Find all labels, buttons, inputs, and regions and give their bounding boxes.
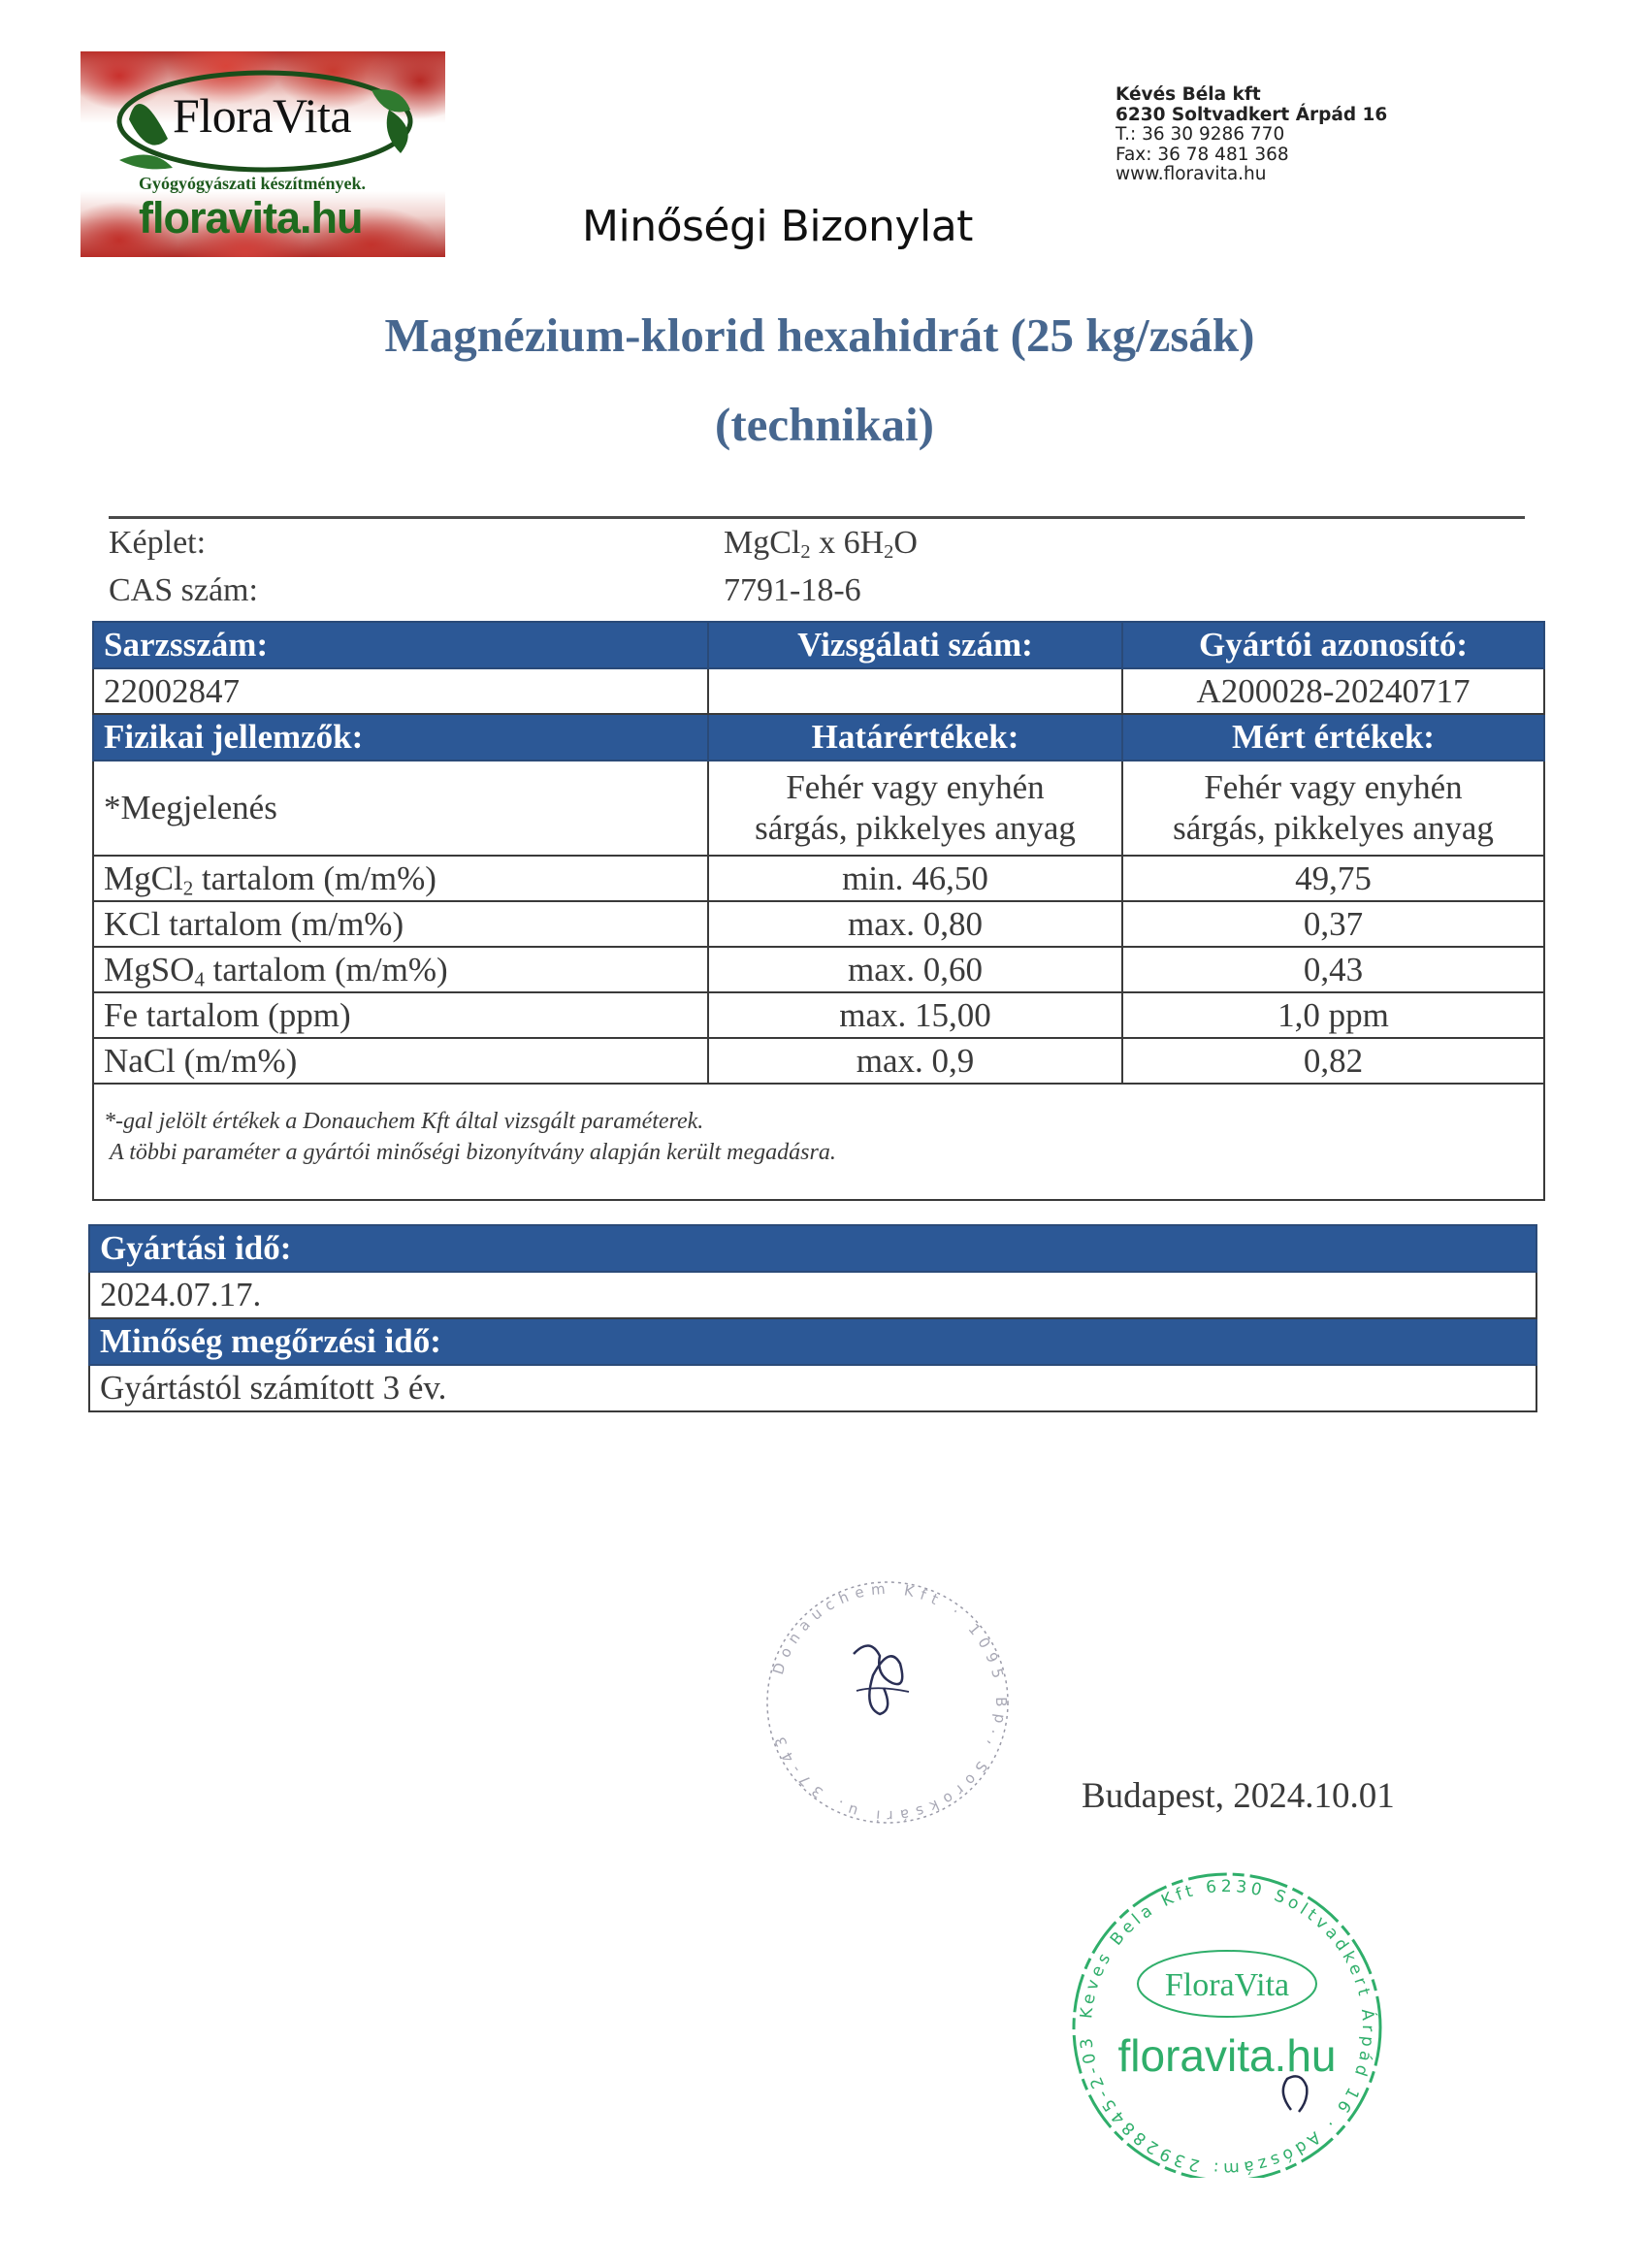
table-row xyxy=(93,761,1544,856)
company-address-block xyxy=(1116,85,1387,185)
shelf-life-row xyxy=(89,1365,1536,1411)
specification-table xyxy=(92,621,1545,1201)
limit-line: sárgás, pikkelyes anyag xyxy=(755,809,1076,847)
batch-number-header: Sarzsszám: xyxy=(93,622,708,668)
donauchem-stamp xyxy=(761,1576,1014,1833)
formula-part: O xyxy=(893,525,918,561)
floravita-stamp-brand: FloraVita xyxy=(1164,1967,1290,2003)
donauchem-stamp-text: Donauchem Kft · 1095 Bp., Soroksári u. 37-43 xyxy=(769,1579,1011,1826)
shelf-life-header-row xyxy=(89,1318,1536,1365)
formula-subscript: 2 xyxy=(884,541,894,564)
property-name-text: NaCl (m/m%) xyxy=(104,1041,298,1080)
manufacturer-id-value: A200028-20240717 xyxy=(1122,668,1544,714)
document-title: Minőségi Bizonylat xyxy=(582,202,973,251)
measured-line: sárgás, pikkelyes anyag xyxy=(1173,809,1494,847)
property-name-text: MgSO xyxy=(104,950,195,988)
property-name xyxy=(93,947,708,992)
formula-value xyxy=(724,524,918,563)
footnote xyxy=(93,1084,1544,1200)
property-name-text: tartalom (m/m%) xyxy=(204,950,448,988)
logo-tagline: Gyógyógyászati készítmények. xyxy=(139,174,366,193)
table-row xyxy=(93,901,1544,947)
note-row xyxy=(93,1084,1544,1200)
property-limit: min. 46,50 xyxy=(708,856,1122,901)
property-measured: 0,43 xyxy=(1122,947,1544,992)
property-name xyxy=(93,856,708,901)
svg-text:Donauchem Kft · 1095 Bp., Soro xyxy=(769,1580,1010,1825)
company-fax: Fax: 36 78 481 368 xyxy=(1116,144,1289,165)
place-and-date: Budapest, 2024.10.01 xyxy=(1082,1776,1395,1816)
signature-stamp-icon xyxy=(761,1576,1014,1829)
manufacturer-id-header: Gyártói azonosító: xyxy=(1122,622,1544,668)
product-subtitle: (technikai) xyxy=(715,398,934,451)
table-row xyxy=(93,992,1544,1038)
shelf-life-label: Minőség megőrzési idő: xyxy=(89,1318,1536,1365)
property-name xyxy=(93,901,708,947)
company-web: www.floravita.hu xyxy=(1116,164,1267,184)
batch-header-row xyxy=(93,622,1544,668)
property-name-subscript: 2 xyxy=(182,875,194,899)
footnote-line: *-gal jelölt értékek a Donauchem Kft által vizsgált paraméterek. xyxy=(104,1109,704,1134)
property-limit: max. 0,80 xyxy=(708,901,1122,947)
cas-value: 7791-18-6 xyxy=(724,572,861,608)
floravita-stamp xyxy=(1062,1867,1392,2183)
svg-text:Keves Bela Kft 6230 Soltvadker xyxy=(1077,1877,1379,2178)
physical-properties-header: Fizikai jellemzők: xyxy=(93,714,708,761)
batch-value-row xyxy=(93,668,1544,714)
property-name-text: Fe tartalom (ppm) xyxy=(104,995,351,1034)
production-date-value: 2024.07.17. xyxy=(89,1272,1536,1318)
table-row xyxy=(93,1038,1544,1084)
property-limit: max. 0,60 xyxy=(708,947,1122,992)
property-measured: 0,37 xyxy=(1122,901,1544,947)
shelf-life-value: Gyártástól számított 3 év. xyxy=(89,1365,1536,1411)
property-name: *Megjelenés xyxy=(93,761,708,856)
property-name-text: tartalom (m/m%) xyxy=(193,859,436,897)
footnote-line: A többi paraméter a gyártói minőségi bizonyítvány alapján került megadásra. xyxy=(110,1140,836,1165)
production-date-header-row xyxy=(89,1225,1536,1272)
production-date-label: Gyártási idő: xyxy=(89,1225,1536,1272)
limits-header: Határértékek: xyxy=(708,714,1122,761)
batch-number-value: 22002847 xyxy=(93,668,708,714)
property-name-subscript: 4 xyxy=(194,966,205,990)
property-measured: 49,75 xyxy=(1122,856,1544,901)
formula-subscript: 2 xyxy=(800,541,811,564)
floravita-stamp-url: floravita.hu xyxy=(1117,2030,1337,2081)
property-measured: 1,0 ppm xyxy=(1122,992,1544,1038)
cas-label: CAS szám: xyxy=(109,572,258,608)
property-name-text: KCl tartalom (m/m%) xyxy=(104,904,404,943)
formula-part: x 6H xyxy=(810,525,885,561)
company-address: 6230 Soltvadkert Árpád 16 xyxy=(1116,104,1388,125)
test-number-header: Vizsgálati szám: xyxy=(708,622,1122,668)
company-name: Kévés Béla kft xyxy=(1116,84,1261,105)
limit-line: Fehér vagy enyhén xyxy=(786,768,1045,806)
formula-part: MgCl xyxy=(724,525,801,561)
divider-line xyxy=(109,516,1525,519)
company-phone: T.: 36 30 9286 770 xyxy=(1116,124,1285,145)
floravita-stamp-ring-text: Keves Bela Kft 6230 Soltvadkert Árpád 16 · Adószám: 23928845-2-03 xyxy=(1077,1876,1378,2178)
product-title: Magnézium-klorid hexahidrát (25 kg/zsák) xyxy=(384,308,1255,362)
property-limit: max. 0,9 xyxy=(708,1038,1122,1084)
logo-url: floravita.hu xyxy=(139,193,363,243)
production-table xyxy=(88,1224,1537,1412)
logo-brand: FloraVita xyxy=(173,88,352,143)
property-measured: 0,82 xyxy=(1122,1038,1544,1084)
formula-label: Képlet: xyxy=(109,525,207,561)
physical-header-row xyxy=(93,714,1544,761)
property-name-text: MgCl xyxy=(104,859,183,897)
property-limit xyxy=(708,761,1122,856)
floravita-logo xyxy=(81,51,445,257)
table-row xyxy=(93,947,1544,992)
property-measured xyxy=(1122,761,1544,856)
production-date-row xyxy=(89,1272,1536,1318)
company-seal-icon xyxy=(1062,1867,1392,2178)
measured-header: Mért értékek: xyxy=(1122,714,1544,761)
property-name xyxy=(93,1038,708,1084)
property-limit: max. 15,00 xyxy=(708,992,1122,1038)
table-row xyxy=(93,856,1544,901)
test-number-value xyxy=(708,668,1122,714)
property-name xyxy=(93,992,708,1038)
measured-line: Fehér vagy enyhén xyxy=(1204,768,1463,806)
